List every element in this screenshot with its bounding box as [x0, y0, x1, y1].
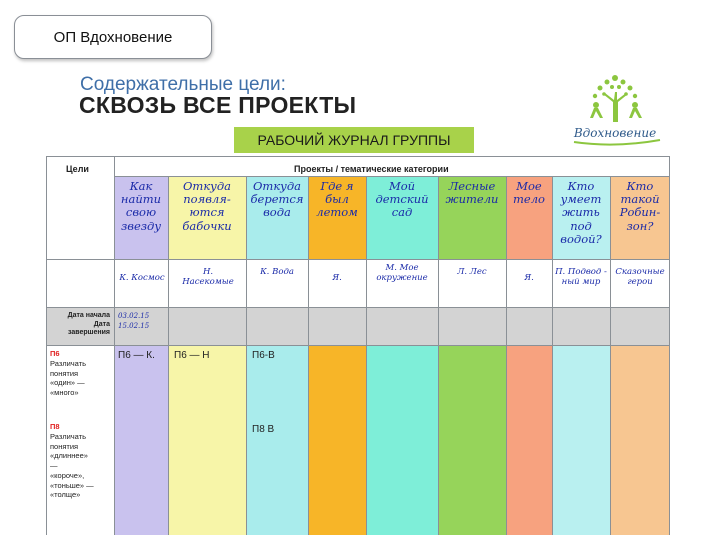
question-cell: Кто такой Робин-зон? [619, 179, 661, 233]
goal-2-line: понятия [50, 441, 79, 451]
date-end-label: Дата завершения [67, 321, 110, 337]
date-start-value: 03.02.15 [118, 312, 150, 320]
goal-cell-value: П6 — К. [118, 350, 155, 361]
question-cell: Где я был летом [316, 179, 358, 220]
goal-1-line: «один» — [50, 378, 85, 388]
question-cell: Лесные жители [445, 179, 499, 207]
goal-cell-value: П6 — Н [174, 350, 210, 361]
goal-2-line: — [50, 461, 58, 470]
goal-2-line: Различать [50, 431, 87, 441]
vdohnovenie-logo [560, 72, 670, 150]
goal-2 [50, 422, 94, 500]
category-label: Я. [524, 273, 534, 283]
col-fill-5 [366, 176, 438, 535]
logo-text: Вдохновение [573, 126, 657, 140]
goals-header: Цели [66, 164, 89, 174]
category-label: Л. Лес [457, 267, 487, 277]
date-end-value: 15.02.15 [118, 322, 150, 330]
presentation-label-box [14, 15, 212, 59]
group-journal-table [46, 156, 670, 535]
slide-title: СКВОЗЬ ВСЕ ПРОЕКТЫ [79, 92, 357, 118]
goal-cell-value: П6-В [252, 350, 275, 361]
goal-2-line: «длиннее» [50, 451, 88, 461]
journal-banner [234, 127, 474, 153]
goal-2-line: «толще» [50, 490, 81, 500]
question-cell: Откуда появля-ются бабочки [182, 179, 232, 233]
presentation-label-text: ОП Вдохновение [53, 28, 173, 46]
category-label: К. Космос [119, 273, 165, 283]
question-cell: Кто умеет жить под водой? [560, 179, 602, 246]
category-label: К. Вода [260, 267, 294, 277]
question-cell: Откуда берется вода [250, 179, 304, 220]
category-label: Я. [332, 273, 342, 283]
question-cell: Мой детский сад [375, 179, 429, 220]
category-label: Н. Насекомые [182, 267, 234, 287]
question-cell: Как найти свою звезду [120, 179, 162, 233]
goal-1-code: П6 [50, 349, 60, 358]
question-cell: Мое тело [513, 179, 545, 207]
category-label: Сказочные герои [615, 267, 665, 287]
col-fill-6 [438, 176, 506, 535]
slide-subtitle: Содержательные цели: [80, 74, 286, 95]
category-label: П. Подвод - ный мир [555, 267, 607, 287]
category-label: М. Мое окружение [376, 263, 428, 283]
goal-2-code: П8 [50, 422, 60, 431]
goal-cell-value: П8 В [252, 424, 275, 435]
goal-1-line: «много» [50, 388, 79, 397]
tree-logo-icon [590, 75, 642, 122]
col-fill-4 [308, 176, 366, 535]
date-start-label: Дата начала [67, 312, 110, 319]
goal-1 [50, 349, 86, 398]
goal-1-line: понятия [50, 368, 79, 378]
col-fill-7 [506, 176, 552, 535]
goal-1-line: Различать [50, 358, 87, 368]
projects-header: Проекты / тематические категории [294, 164, 449, 174]
journal-banner-text: РАБОЧИЙ ЖУРНАЛ ГРУППЫ [257, 132, 451, 148]
goal-2-line: «тоньше» — [50, 480, 94, 490]
goal-2-line: «короче», [50, 470, 85, 480]
